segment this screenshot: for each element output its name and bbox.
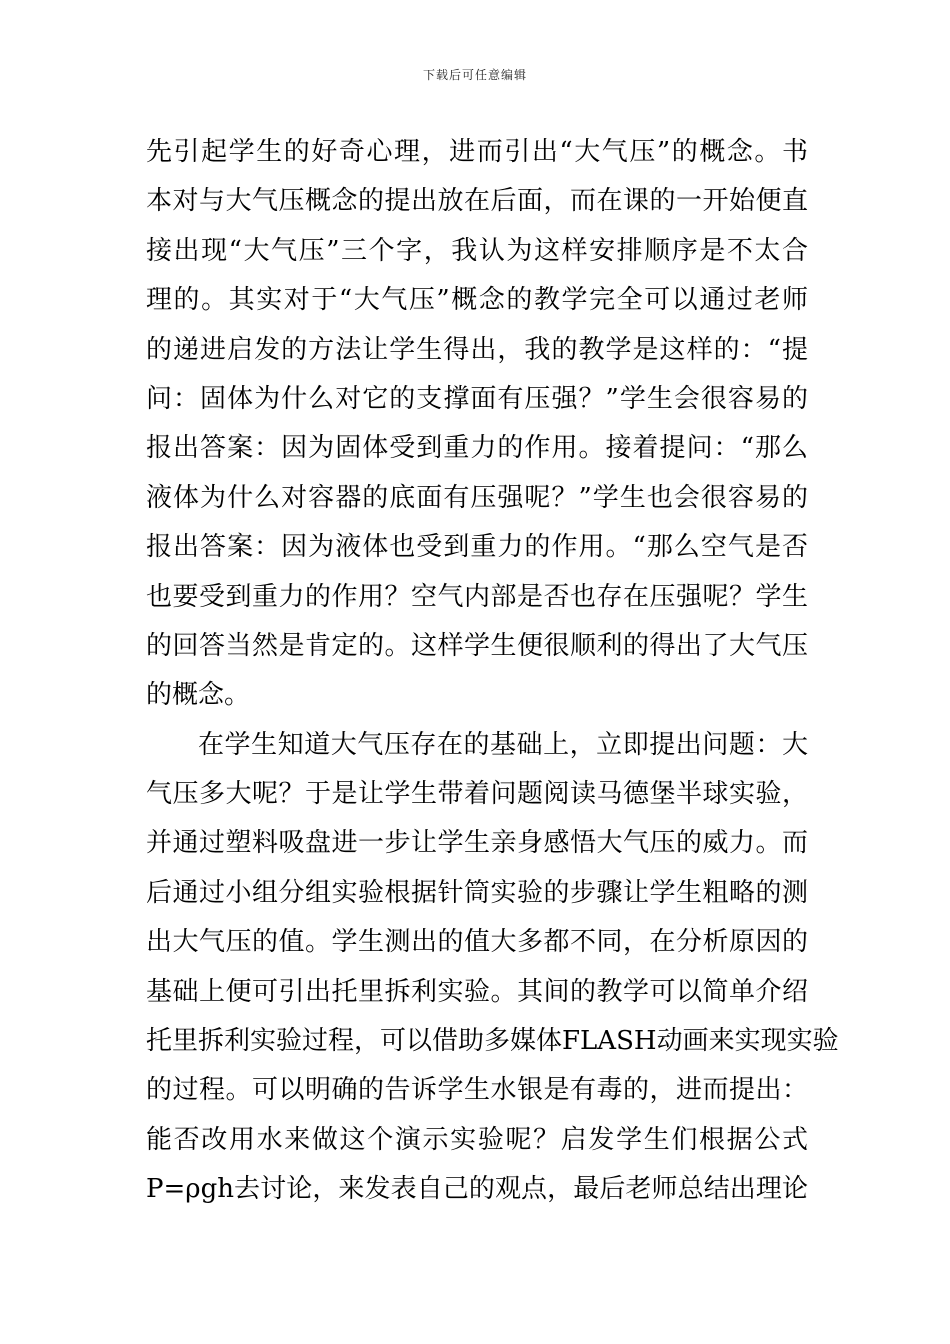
text-line: 气压多大呢？于是让学生带着问题阅读马德堡半球实验， bbox=[146, 779, 808, 810]
paragraph-first-line: 在学生知道大气压存在的基础上，立即提出问题：大 bbox=[198, 729, 808, 760]
text-line: 后通过小组分组实验根据针筒实验的步骤让学生粗略的测 bbox=[146, 877, 808, 908]
text-line: 先引起学生的好奇心理，进而引出“大气压”的概念。书 bbox=[146, 137, 808, 167]
body-text bbox=[146, 128, 839, 1215]
text-line: 理的。其实对于“大气压”概念的教学完全可以通过老师 bbox=[146, 285, 808, 316]
text-line: 出大气压的值。学生测出的值大多都不同，在分析原因的 bbox=[146, 927, 808, 958]
text-line: 也要受到重力的作用？空气内部是否也存在压强呢？学生 bbox=[146, 581, 808, 612]
text-line: 的过程。可以明确的告诉学生水银是有毒的，进而提出： bbox=[146, 1075, 808, 1106]
text-line: P=ρgh去讨论，来发表自己的观点，最后老师总结出理论 bbox=[146, 1174, 808, 1205]
text-line: 液体为什么对容器的底面有压强呢？”学生也会很容易的 bbox=[146, 482, 808, 513]
text-line: 报出答案：因为液体也受到重力的作用。“那么空气是否 bbox=[146, 532, 808, 563]
text-line: 本对与大气压概念的提出放在后面，而在课的一开始便直 bbox=[146, 186, 808, 217]
text-line: 并通过塑料吸盘进一步让学生亲身感悟大气压的威力。而 bbox=[146, 828, 808, 859]
text-line: 问：固体为什么对它的支撑面有压强？”学生会很容易的 bbox=[146, 383, 808, 414]
text-line: 的概念。 bbox=[146, 680, 251, 711]
text-line: 报出答案：因为固体受到重力的作用。接着提问：“那么 bbox=[146, 433, 808, 464]
text-line: 托里拆利实验过程，可以借助多媒体FLASH动画来实现实验 bbox=[146, 1026, 839, 1057]
page-header: 下载后可任意编辑 bbox=[422, 68, 527, 82]
text-line: 的回答当然是肯定的。这样学生便很顺利的得出了大气压 bbox=[146, 630, 808, 661]
text-line: 能否改用水来做这个演示实验呢？启发学生们根据公式 bbox=[146, 1124, 808, 1155]
text-line: 的递进启发的方法让学生得出，我的教学是这样的：“提 bbox=[146, 334, 808, 365]
text-line: 接出现“大气压”三个字，我认为这样安排顺序是不太合 bbox=[146, 235, 808, 266]
text-line: 基础上便可引出托里拆利实验。其间的教学可以简单介绍 bbox=[146, 976, 808, 1007]
